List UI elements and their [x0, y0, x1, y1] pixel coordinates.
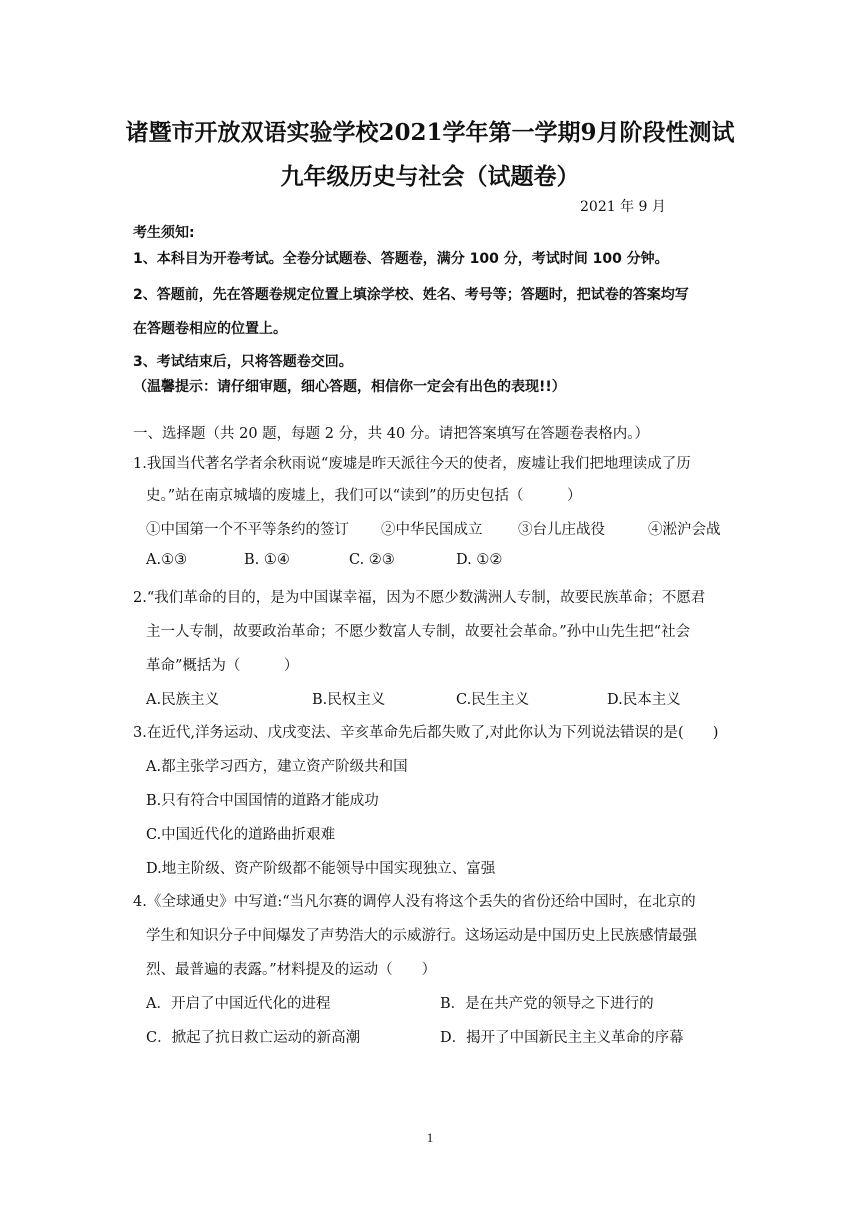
q1-item-2: ②中华民国成立: [381, 522, 483, 538]
question-2-line2: 主一人专制，故要政治革命；不愿少数富人专制，故要社会革命。”孙中山先生把“社会: [146, 624, 691, 640]
question-3-line1: 3.在近代,洋务运动、戊戌变法、辛亥革命先后都失败了,对此你认为下列说法错误的是( ): [133, 725, 719, 741]
q2-option-d: D.民本主义: [607, 692, 681, 708]
question-1-line1: 1.我国当代著名学者余秋雨说“废墟是昨天派往今天的使者，废墟让我们把地理读成了历: [133, 456, 691, 472]
section-heading: 一、选择题（共 20 题，每题 2 分，共 40 分。请把答案填写在答题卷表格内。）: [133, 426, 650, 442]
q3-option-c: C.中国近代化的道路曲折艰难: [146, 827, 336, 843]
q1-option-b: B. ①④: [244, 552, 290, 568]
q2-option-a: A.民族主义: [146, 692, 220, 708]
q3-option-d: D.地主阶级、资产阶级都不能领导中国实现独立、富强: [146, 861, 496, 877]
notice-tip: （温馨提示：请仔细审题，细心答题，相信你一定会有出色的表现!!）: [133, 379, 566, 395]
notice-item-1: 1、本科目为开卷考试。全卷分试题卷、答题卷，满分 100 分，考试时间 100 分钟。: [133, 251, 669, 267]
q3-option-a: A.都主张学习西方，建立资产阶级共和国: [146, 759, 408, 775]
exam-date: 2021 年 9 月: [580, 199, 666, 215]
question-4-line1: 4.《全球通史》中写道:“当凡尔赛的调停人没有将这个丢失的省份还给中国时，在北京的: [133, 894, 696, 910]
q2-option-c: C.民生主义: [456, 692, 530, 708]
q1-item-1: ①中国第一个不平等条约的签订: [146, 522, 349, 538]
q1-item-3: ③台儿庄战役: [518, 522, 605, 538]
q4-option-a: A．开启了中国近代化的进程: [146, 996, 331, 1012]
exam-title: 诸暨市开放双语实验学校2021学年第一学期9月阶段性测试: [125, 119, 735, 146]
q4-option-c: C．掀起了抗日救亡运动的新高潮: [146, 1030, 361, 1046]
question-1-line2: 史。”站在南京城墙的废墟上，我们可以“读到”的历史包括（ ）: [146, 488, 582, 504]
q1-item-4: ④淞沪会战: [648, 522, 721, 538]
q1-option-a: A.①③: [146, 552, 188, 568]
question-4-line2: 学生和知识分子中间爆发了声势浩大的示威游行。这场运动是中国历史上民族感情最强: [146, 928, 697, 944]
q1-option-c: C. ②③: [349, 552, 395, 568]
q2-option-b: B.民权主义: [312, 692, 386, 708]
question-2-line3: 革命”概括为（ ）: [146, 658, 299, 674]
q4-option-d: D．揭开了中国新民主主义革命的序幕: [440, 1030, 684, 1046]
page-number: 1: [426, 1130, 434, 1145]
notice-item-2: 2、答题前，先在答题卷规定位置上填涂学校、姓名、考号等；答题时，把试卷的答案均写: [133, 287, 689, 303]
question-4-line3: 烈、最普遍的表露。”材料提及的运动（ ）: [146, 962, 437, 978]
exam-subtitle: 九年级历史与社会（试题卷）: [280, 163, 580, 190]
notice-item-3: 3、考试结束后，只将答题卷交回。: [133, 354, 353, 370]
q4-option-b: B．是在共产党的领导之下进行的: [440, 996, 654, 1012]
q1-option-d: D. ①②: [456, 552, 503, 568]
q3-option-b: B.只有符合中国国情的道路才能成功: [146, 793, 379, 809]
notice-heading: 考生须知:: [133, 225, 195, 241]
notice-item-2-cont: 在答题卷相应的位置上。: [133, 321, 287, 337]
question-2-line1: 2.“我们革命的目的，是为中国谋幸福，因为不愿少数满洲人专制，故要民族革命；不愿君: [133, 590, 706, 606]
